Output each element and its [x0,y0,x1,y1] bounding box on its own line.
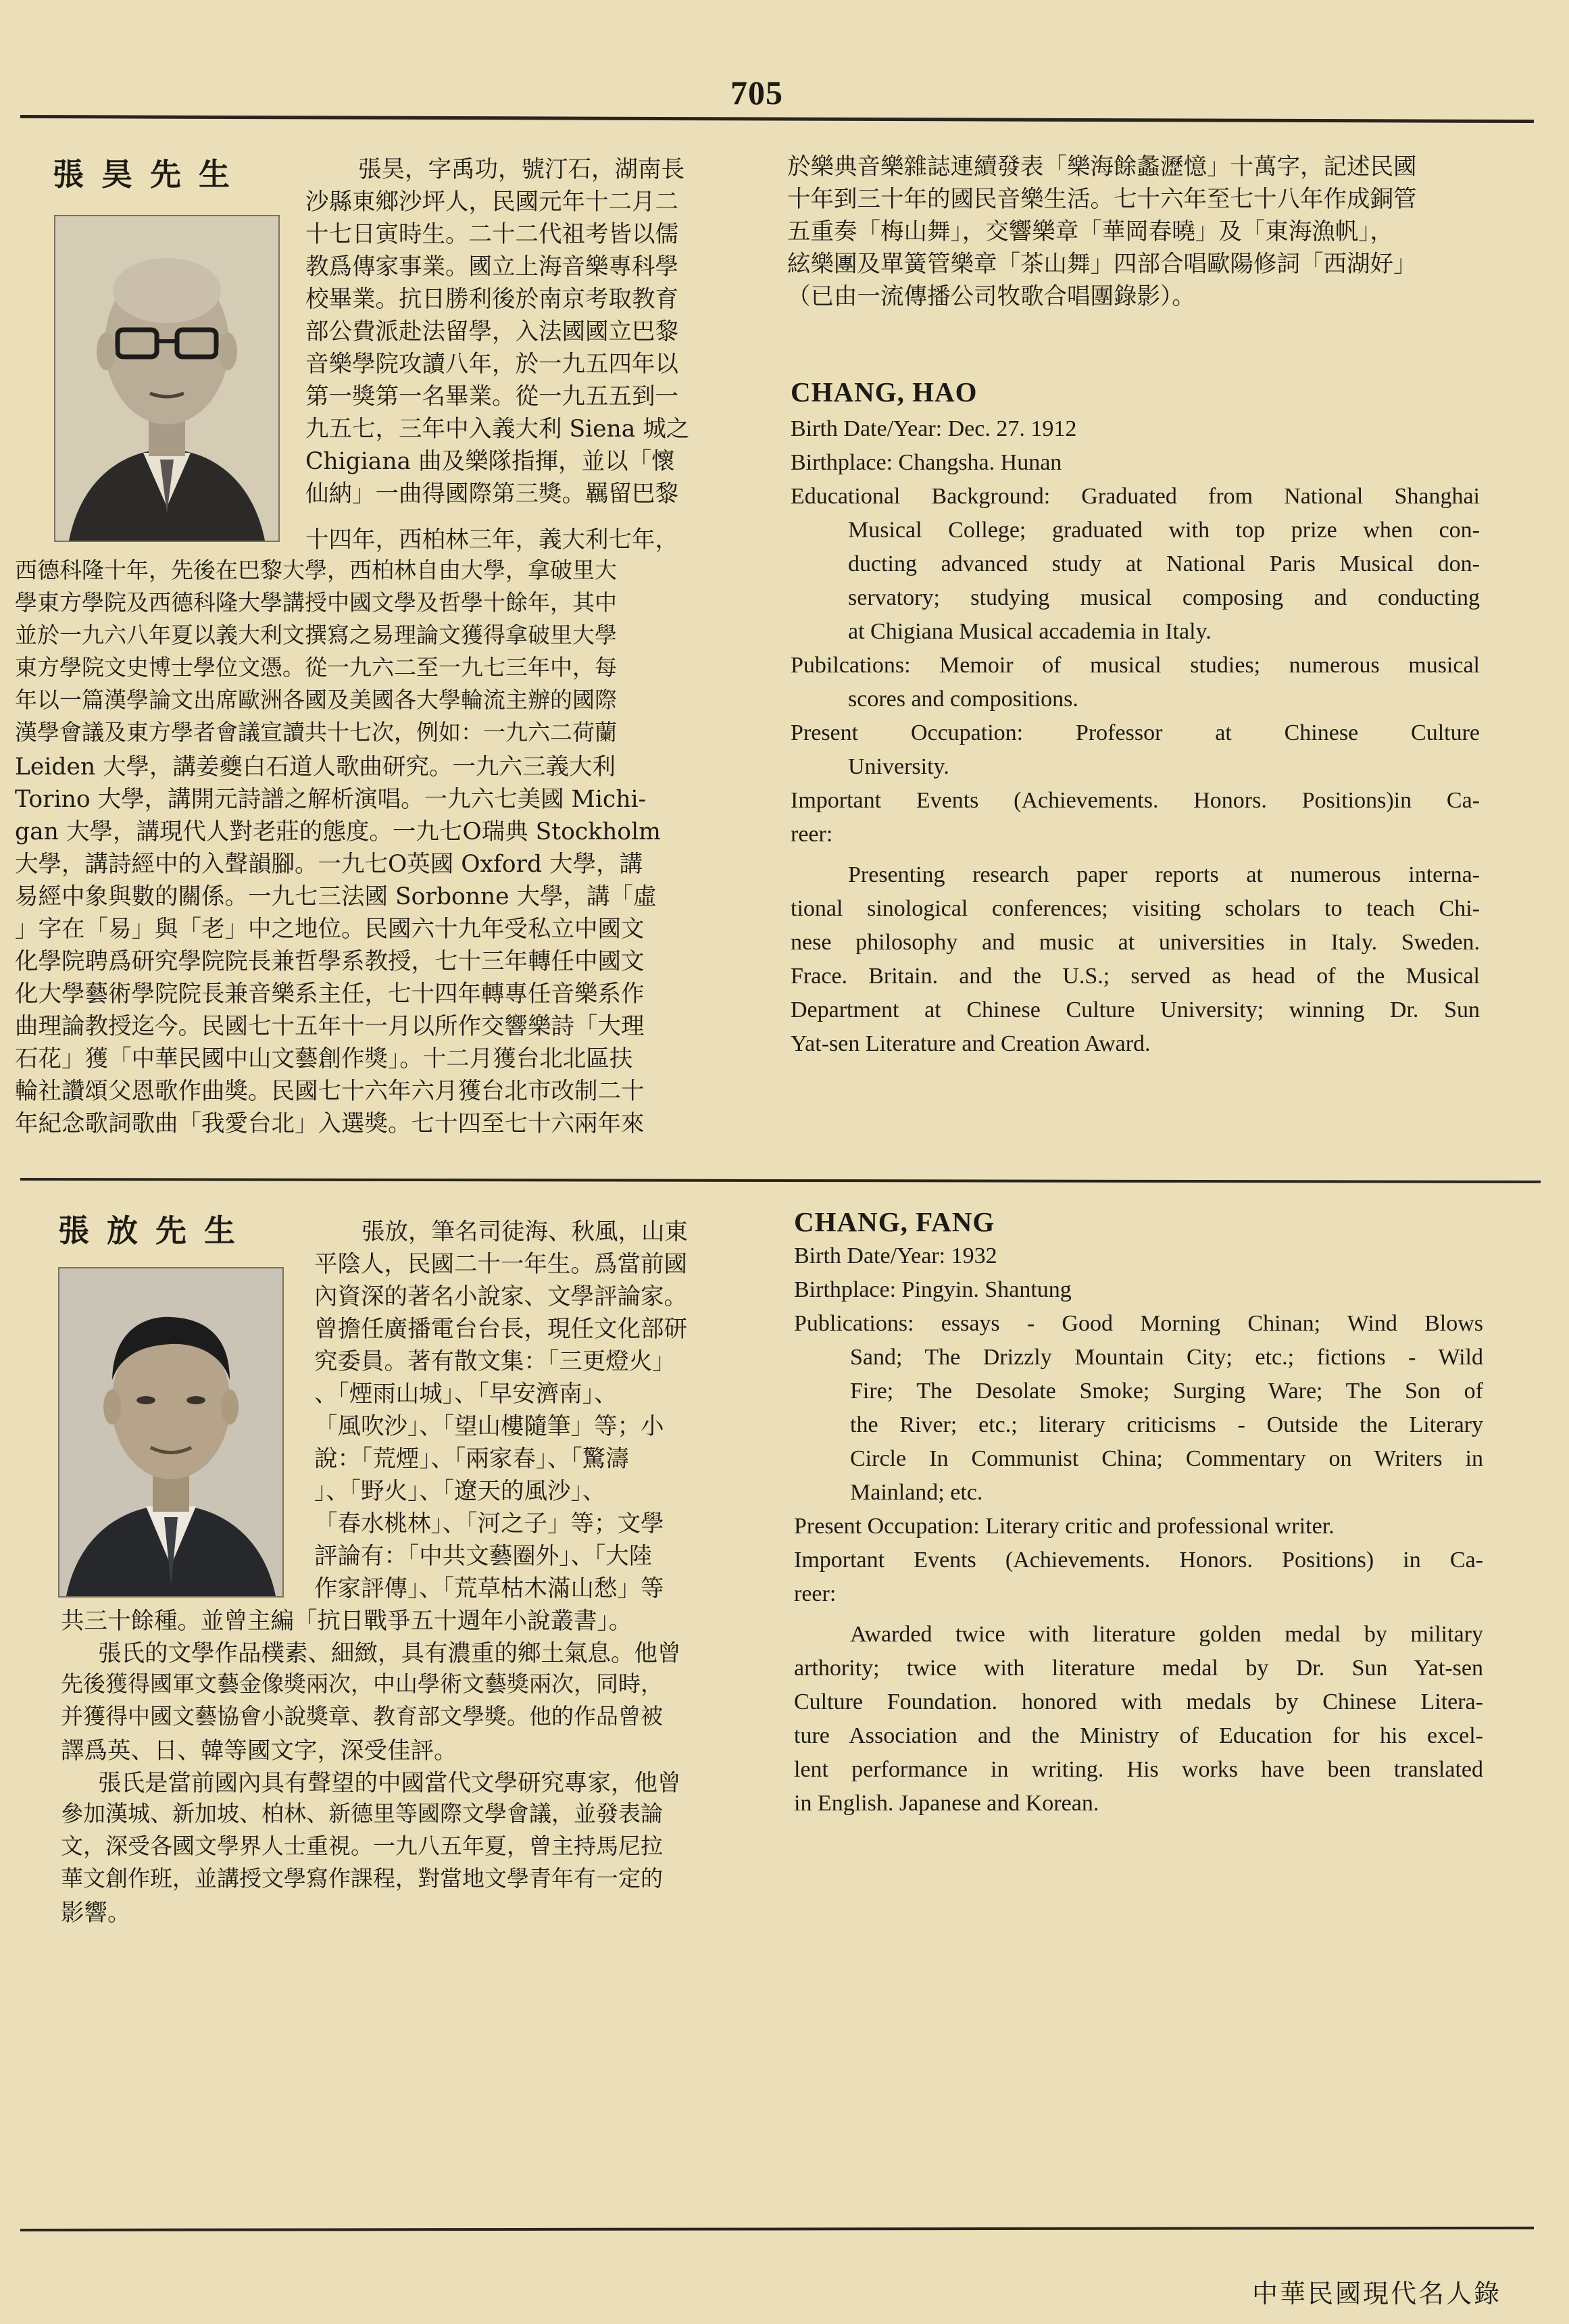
en-line: Musical College; graduated with top prize when con- [848,518,1480,543]
cn-line: 并獲得中國文藝協會小說獎章、教育部文學獎。他的作品曾被 [61,1703,663,1729]
portrait-photo [54,215,280,542]
cn-line: 並於一九六八年夏以義大利文撰寫之易理論文獲得拿破里大學 [15,622,617,648]
portrait-photo [58,1267,284,1598]
cn-line: 內資深的著名小說家、文學評論家。 [314,1283,687,1310]
cn-line: 部公費派赴法留學，入法國國立巴黎 [305,318,678,345]
cn-line: 張放，筆名司徒海、秋風，山東 [362,1218,688,1245]
cn-line: 張昊，字禹功，號汀石，湖南長 [358,156,684,183]
en-line: lent performance in writing. His works have been translated [794,1757,1483,1782]
cn-line: 」、「野火」、「遼天的風沙」、 [314,1478,606,1505]
cn-line: 究委員。著有散文集：「三更燈火」 [314,1348,676,1375]
cn-line: 「春水桃林」、「河之子」等；文學 [314,1510,664,1537]
cn-line: 化學院聘爲研究學院院長兼哲學系教授，七十三年轉任中國文 [15,948,645,975]
cn-line: 曾擔任廣播電台台長，現任文化部研 [314,1316,687,1343]
cn-line: 漢學會議及東方學者會議宣讀共十七次，例如：一九六二荷蘭 [15,719,617,745]
en-line: Important Events (Achievements. Honors. Positions) in Ca- [794,1548,1483,1573]
en-line: in English. Japanese and Korean. [794,1791,1099,1816]
en-line: reer: [794,1581,837,1606]
cn-line: 第一獎第一名畢業。從一九五五到一 [305,383,678,410]
en-line: nese philosophy and music at universities in Italy. Sweden. [791,930,1480,955]
en-line: Birthplace: Pingyin. Shantung [794,1277,1072,1302]
cn-line: 十四年，西柏林三年，義大利七年， [305,526,678,553]
en-line: arthority; twice with literature medal by Dr. Sun Yat-sen [794,1656,1483,1681]
en-line: at Chigiana Musical accademia in Italy. [848,619,1212,644]
cn-line: gan 大學，講現代人對老莊的態度。一九七O瑞典 Stockholm [15,818,661,845]
en-line: Department at Chinese Culture University; winning Dr. Sun [791,997,1480,1022]
en-line: Sand; The Drizzly Mountain City; etc.; fictions - Wild [850,1345,1483,1370]
en-line: Present Occupation: Professor at Chinese Culture [791,720,1480,745]
cn-line: 「風吹沙」、「望山樓隨筆」等；小 [314,1413,664,1440]
footer-book-title: 中華民國現代名人錄 [1251,2279,1501,2308]
cn-line: 張氏的文學作品樸素、細緻，具有濃重的鄉土氣息。他曾 [98,1640,681,1667]
en-line: servatory; studying musical composing and conducting [848,585,1480,610]
en-line: Pubilcations: Memoir of musical studies; numerous musical [791,653,1480,678]
en-line: Birthplace: Changsha. Hunan [791,450,1062,475]
en-line: scores and compositions. [848,687,1078,712]
cn-line: 校畢業。抗日勝利後於南京考取教育 [305,286,678,313]
cn-line: 曲理論教授迄今。民國七十五年十一月以所作交響樂詩「大理 [15,1013,645,1040]
cn-line: 張氏是當前國內具有聲望的中國當代文學研究專家，他曾 [98,1770,681,1797]
en-line: Educational Background: Graduated from National Shanghai [791,484,1480,509]
en-line: Circle In Communist China; Commentary on Writers in [850,1446,1483,1471]
en-line: Frace. Britain. and the U.S.; served as head of the Musical [791,964,1480,989]
en-line: Birth Date/Year: Dec. 27. 1912 [791,416,1077,441]
en-line: Publications: essays - Good Morning Chinan; Wind Blows [794,1311,1483,1336]
cn-line: 音樂學院攻讀八年，於一九五四年以 [305,351,678,378]
cn-line: 參加漢城、新加坡、柏林、新德里等國際文學會議，並發表論 [61,1800,663,1827]
cn-line: 化大學藝術學院院長兼音樂系主任，七十四年轉專任音樂系作 [15,981,645,1008]
english-name-heading: CHANG, HAO [791,376,978,407]
en-line: University. [848,754,949,779]
cn-line: 九五七，三年中入義大利 Siena 城之 [305,416,690,443]
cn-line: 仙納」一曲得國際第三獎。羈留巴黎 [305,480,678,508]
cn-line: 輪社讚頌父恩歌作曲獎。民國七十六年六月獲台北市改制二十 [15,1078,645,1105]
en-line: Yat-sen Literature and Creation Award. [791,1031,1151,1056]
cn-line: 西德科隆十年，先後在巴黎大學，西柏林自由大學，拿破里大 [15,557,617,583]
cn-line: 作家評傳」、「荒草枯木滿山愁」等 [314,1575,664,1602]
en-line: ducting advanced study at National Paris Musical don- [848,551,1480,576]
portrait-photo-graphic [59,1268,282,1596]
cn-line: 十七日寅時生。二十二代祖考皆以儒 [305,221,678,248]
top-rule [20,115,1534,123]
cn-line: 石花」獲「中華民國中山文藝創作獎」。十二月獲台北北區扶 [15,1045,633,1072]
cn-line: 易經中象與數的關係。一九七三法國 Sorbonne 大學，講「虛 [15,883,657,910]
entry-heading-chinese: 張放先生 [58,1212,253,1249]
en-line: Presenting research paper reports at numerous interna- [848,862,1480,887]
middle-rule [20,1178,1541,1183]
en-line: Mainland; etc. [850,1480,983,1505]
entry-heading-chinese: 張昊先生 [53,156,247,193]
en-line: Present Occupation: Literary critic and professional writer. [794,1514,1335,1539]
cn-line: 沙縣東鄉沙坪人，民國元年十二月二 [305,189,678,216]
cn-line: 共三十餘種。並曾主編「抗日戰爭五十週年小說叢書」。 [61,1608,632,1635]
cn-line: 」字在「易」與「老」中之地位。民國六十九年受私立中國文 [15,916,645,943]
cn-line: 絃樂團及單簧管樂章「茶山舞」四部合唱歐陽修詞「西湖好」 [787,251,1417,278]
cn-line: 說：「荒煙」、「兩家春」、「驚濤 [314,1445,629,1473]
cn-line: 譯爲英、日、韓等國文字，深受佳評。 [61,1737,457,1764]
en-line: Important Events (Achievements. Honors. Positions)in Ca- [791,788,1480,813]
en-line: tional sinological conferences; visiting scholars to teach Chi- [791,896,1480,921]
cn-line: 教爲傳家事業。國立上海音樂專科學 [305,253,678,280]
cn-line: 學東方學院及西德科隆大學講授中國文學及哲學十餘年，其中 [15,589,617,616]
portrait-photo-graphic [55,216,278,541]
bottom-rule [20,2227,1534,2231]
en-line: Birth Date/Year: 1932 [794,1243,997,1268]
english-name-heading: CHANG, FANG [794,1206,995,1237]
cn-line: 東方學院文史博士學位文憑。從一九六二至一九七三年中，每 [15,654,617,681]
cn-line: 於樂典音樂雜誌連續發表「樂海餘蠡瀝憶」十萬字，記述民國 [787,153,1417,180]
cn-line: （已由一流傳播公司牧歌合唱團錄影）。 [787,283,1195,310]
cn-line: Torino 大學，講開元詩譜之解析演唱。一九六七美國 Michi- [15,786,647,813]
en-line: Awarded twice with literature golden medal by military [850,1622,1483,1647]
cn-line: 年紀念歌詞歌曲「我愛台北」入選獎。七十四至七十六兩年來 [15,1110,645,1137]
en-line: reer: [791,822,833,847]
cn-line: 華文創作班，並講授文學寫作課程，對當地文學青年有一定的 [61,1865,663,1892]
page-number: 705 [730,74,783,112]
cn-line: 、「煙雨山城」、「早安濟南」、 [314,1381,618,1408]
en-line: Fire; The Desolate Smoke; Surging Ware; The Son of [850,1379,1483,1404]
cn-line: Leiden 大學，講姜夔白石道人歌曲研究。一九六三義大利 [15,753,616,781]
cn-line: 大學，講詩經中的入聲韻腳。一九七O英國 Oxford 大學，講 [15,851,643,878]
cn-line: 五重奏「梅山舞」，交響樂章「華岡春曉」及「東海漁帆」， [787,218,1393,245]
en-line: ture Association and the Ministry of Education for his excel- [794,1723,1483,1748]
cn-line: 先後獲得國軍文藝金像獎兩次，中山學術文藝獎兩次，同時， [61,1671,663,1697]
cn-line: 年以一篇漢學論文出席歐洲各國及美國各大學輪流主辦的國際 [15,687,617,713]
cn-line: 文，深受各國文學界人士重視。一九八五年夏，曾主持馬尼拉 [61,1833,663,1859]
cn-line: 十年到三十年的國民音樂生活。七十六年至七十八年作成銅管 [787,186,1417,213]
cn-line: 評論有：「中共文藝圈外」、「大陸 [314,1543,653,1570]
cn-line: Chigiana 曲及樂隊指揮，並以「懷 [305,448,675,475]
cn-line: 影響。 [61,1900,131,1927]
en-line: Culture Foundation. honored with medals by Chinese Litera- [794,1689,1483,1714]
cn-line: 平陰人，民國二十一年生。爲當前國 [314,1251,687,1278]
en-line: the River; etc.; literary criticisms - Outside the Literary [850,1412,1483,1437]
